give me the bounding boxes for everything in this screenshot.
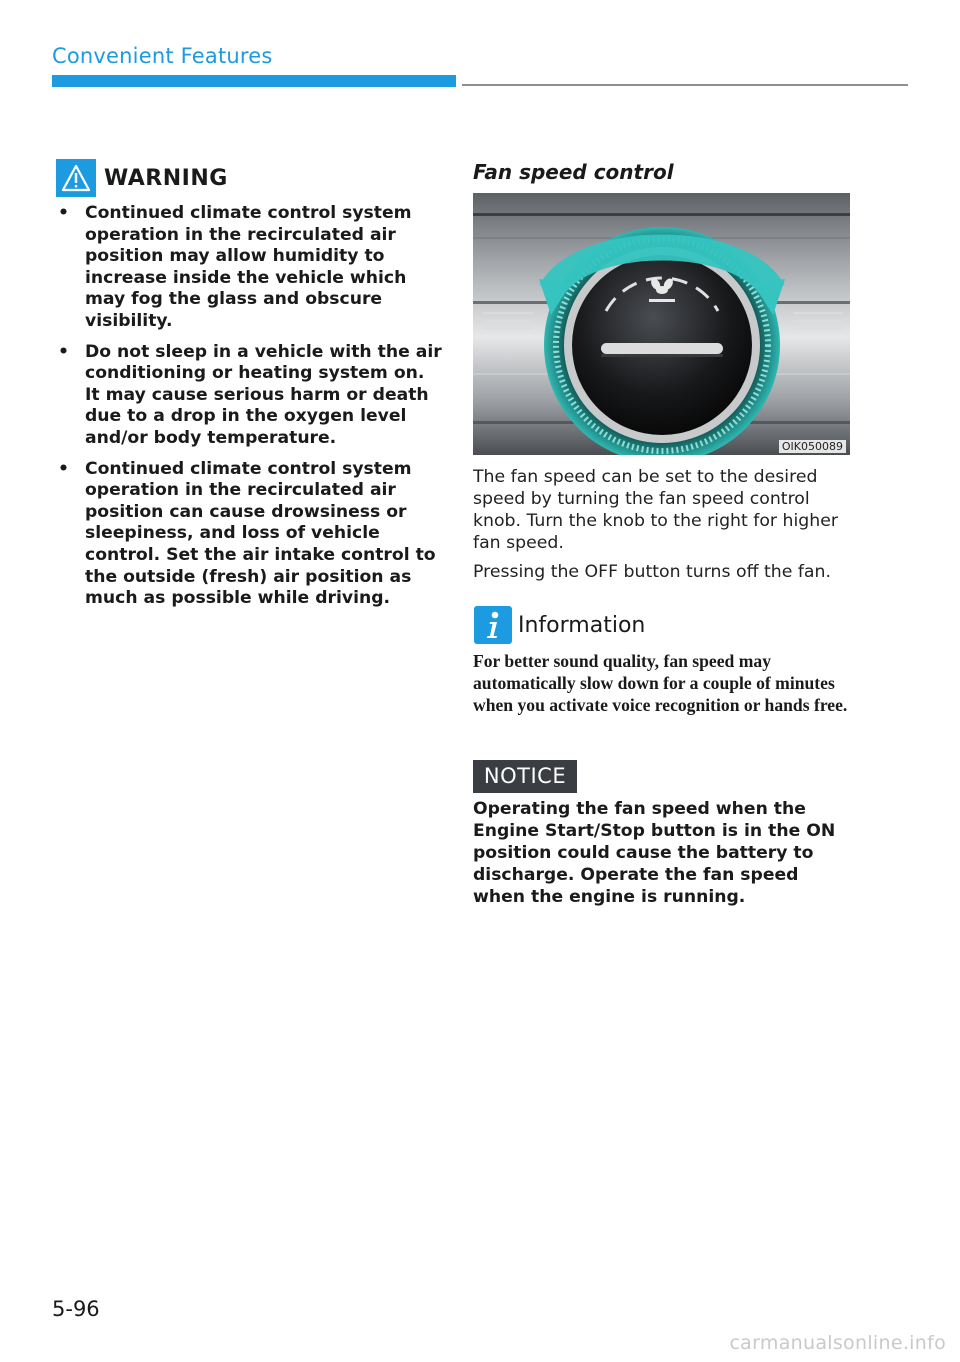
information-text: For better sound quality, fan speed may automatically slow down for a couple of minutes when you activate voice recognition or hands free. bbox=[473, 651, 848, 715]
information-title: Information bbox=[518, 612, 646, 638]
fan-speed-heading: Fan speed control bbox=[473, 160, 674, 184]
fan-knob-illustration bbox=[473, 193, 850, 455]
figure-code: OIK050089 bbox=[779, 440, 846, 453]
fan-off-paragraph: Pressing the OFF button turns off the fan. bbox=[473, 562, 831, 582]
warning-list bbox=[56, 203, 442, 619]
warning-item: • Continued climate control system operation in the recirculated air position can cause drowsiness or sleepiness, and loss of vehicle control. Set the air intake control to the outside (fresh) air position as much as possible while driving. bbox=[58, 458, 436, 609]
info-icon bbox=[474, 606, 512, 644]
notice-badge: NOTICE bbox=[473, 760, 577, 793]
bullet-icon: • bbox=[58, 458, 69, 479]
page-number: 5-96 bbox=[52, 1297, 100, 1321]
header-rule bbox=[462, 84, 908, 86]
fan-knob-figure bbox=[473, 193, 850, 455]
warning-item: • Continued climate control system operation in the recirculated air position may allow humidity to increase inside the vehicle which may fog the glass and obscure visibility. bbox=[58, 203, 412, 331]
warning-heading bbox=[56, 159, 228, 197]
information-heading bbox=[474, 606, 645, 644]
watermark: carmanualsonline.info bbox=[729, 1332, 946, 1354]
fan-speed-paragraph: The fan speed can be set to the desired speed by turning the fan speed control knob. Turn the knob to the right for higher fan speed. bbox=[473, 467, 838, 553]
bullet-icon: • bbox=[58, 203, 69, 223]
warning-title: WARNING bbox=[104, 165, 228, 191]
notice-text: Operating the fan speed when the Engine Start/Stop button is in the ON position could cause the battery to discharge. Operate the fan speed when the engine is running. bbox=[473, 799, 836, 907]
header-rule-accent bbox=[52, 75, 456, 87]
warning-item: • Do not sleep in a vehicle with the air conditioning or heating system on. It may cause serious harm or death due to a drop in the oxygen level and/or body temperature. bbox=[58, 341, 442, 448]
bullet-icon: • bbox=[58, 341, 69, 362]
section-title: Convenient Features bbox=[52, 44, 273, 68]
warning-triangle-icon bbox=[56, 159, 96, 197]
